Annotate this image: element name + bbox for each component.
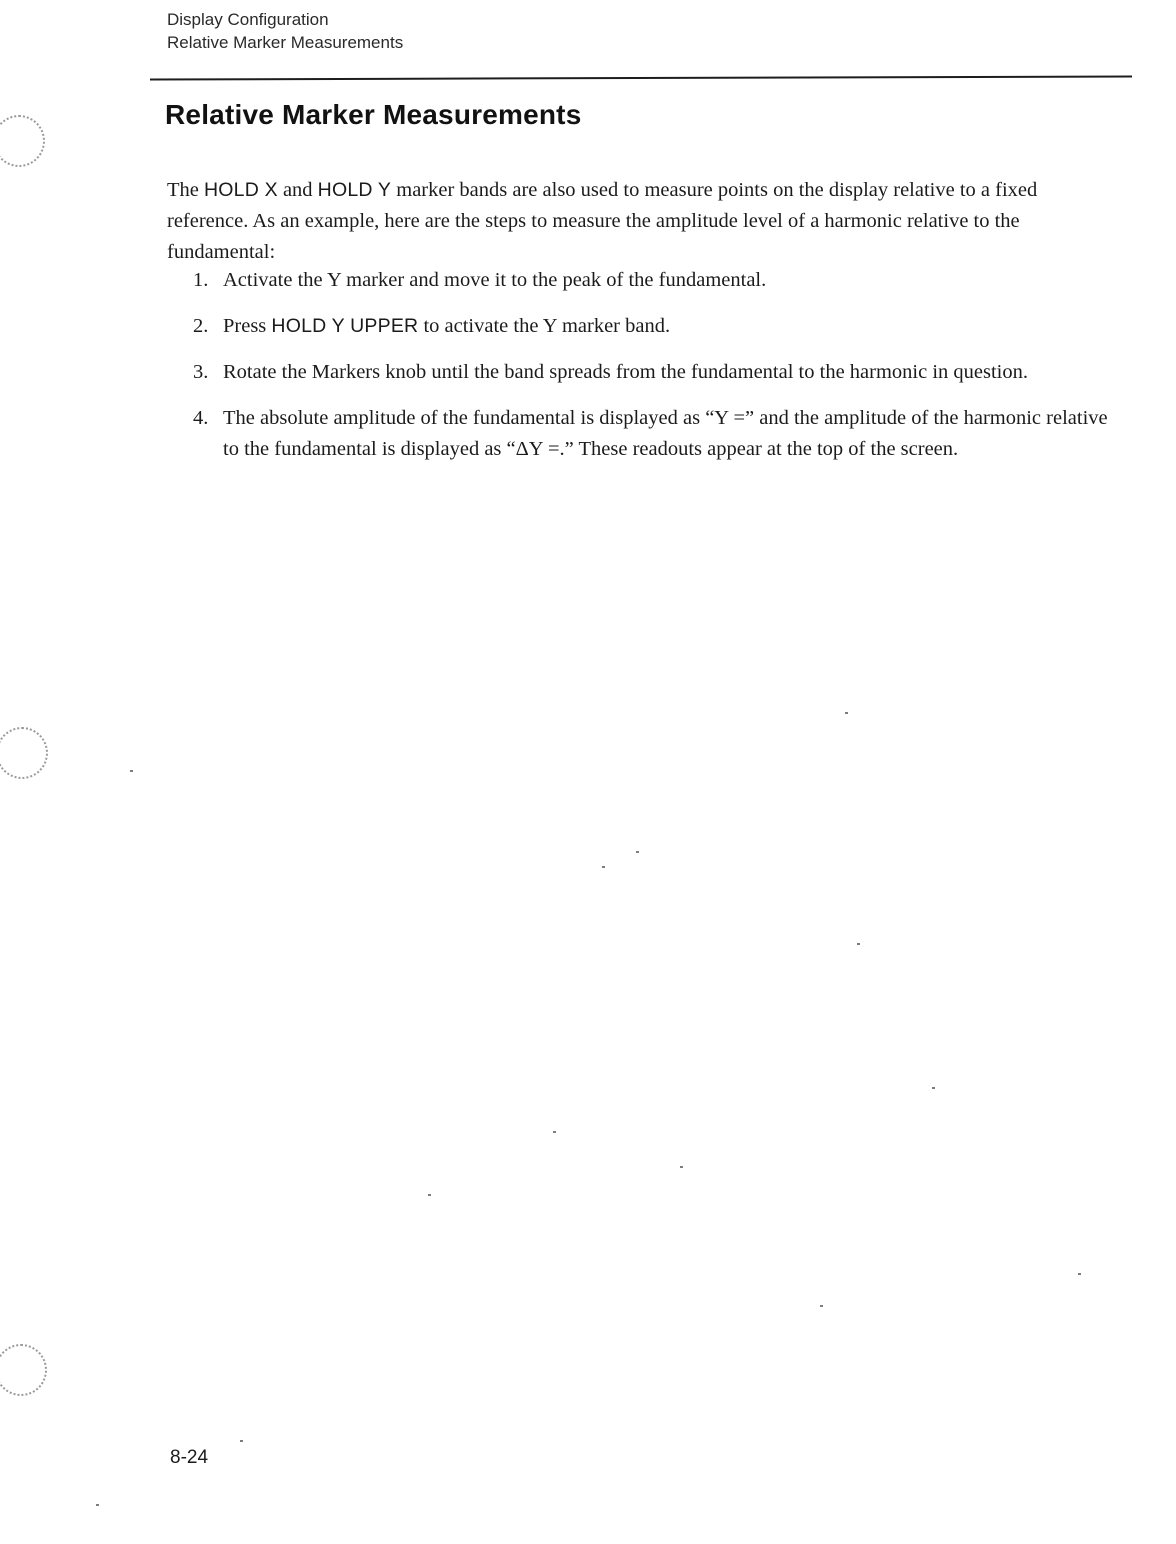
scan-speck	[428, 1194, 431, 1196]
scan-speck	[553, 1131, 556, 1133]
step-list	[193, 265, 1108, 480]
key-label-hold-x: HOLD X	[204, 178, 278, 201]
scan-speck	[820, 1305, 823, 1307]
scan-speck	[680, 1166, 683, 1168]
intro-text: and	[277, 178, 318, 201]
intro-paragraph	[167, 175, 1112, 268]
scan-speck	[96, 1504, 99, 1506]
key-label-hold-y-upper: HOLD Y UPPER	[271, 315, 419, 337]
intro-text: marker bands are also used to measure points on the display relative to a fixed reference. As an example, here are the steps to measure the amplitude level of a harmonic relative to the fundamental:	[167, 178, 1038, 263]
scan-speck	[240, 1440, 243, 1442]
list-item	[193, 403, 1108, 465]
step-number: 4.	[193, 407, 209, 429]
list-item	[193, 357, 1108, 388]
scan-speck	[845, 712, 848, 714]
step-number: 3.	[193, 361, 209, 383]
header-rule	[150, 75, 1132, 80]
punch-hole-mark	[0, 727, 48, 779]
scan-speck	[857, 943, 860, 945]
scan-speck	[636, 851, 639, 853]
step-text-segment: to activate the Y marker band.	[418, 315, 671, 337]
section-title: Relative Marker Measurements	[165, 99, 582, 130]
punch-hole-mark	[0, 115, 45, 167]
scan-speck	[602, 866, 605, 868]
step-text: Rotate the Markers knob until the band spreads from the fundamental to the harmonic in question.	[223, 361, 1028, 383]
step-text-segment: Press	[223, 315, 272, 337]
scan-speck	[130, 770, 133, 772]
scan-speck	[1078, 1273, 1081, 1275]
list-item	[193, 311, 1108, 342]
running-header-chapter: Display Configuration	[167, 10, 329, 29]
step-text: The absolute amplitude of the fundamental is displayed as “Y =” and the amplitude of the harmonic relative to the fundamental is displayed as “ΔY =.” These readouts appear at the top of the screen.	[223, 407, 1108, 460]
step-number: 1.	[193, 269, 209, 291]
page-number: 8-24	[170, 1447, 209, 1468]
step-text	[223, 311, 1108, 342]
scan-speck	[932, 1087, 935, 1089]
list-item	[193, 265, 1108, 296]
punch-hole-mark	[0, 1344, 47, 1396]
running-header	[167, 8, 403, 54]
step-text: Activate the Y marker and move it to the peak of the fundamental.	[223, 269, 767, 291]
running-header-section: Relative Marker Measurements	[167, 33, 404, 52]
key-label-hold-y: HOLD Y	[317, 178, 392, 201]
intro-text: The	[167, 178, 204, 201]
step-number: 2.	[193, 315, 209, 337]
